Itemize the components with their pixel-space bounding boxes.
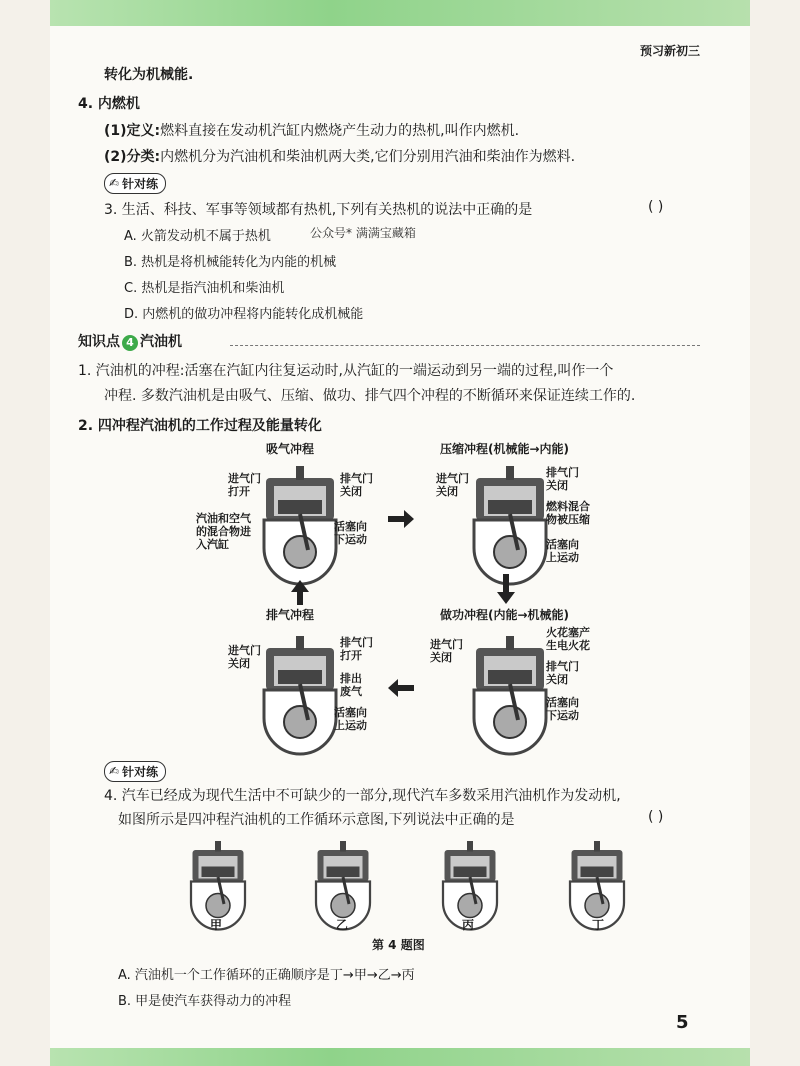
watermark-text: 公众号* 满满宝藏箱 [310, 226, 416, 240]
power-engine [474, 636, 546, 754]
definition-label: (1)定义: [104, 123, 161, 139]
figure-caption: 第 4 题图 [372, 938, 425, 952]
exhaust-valve-label: 排气门 打开 [340, 636, 373, 662]
kp-title: 汽油机 [140, 334, 182, 350]
power-title: 做功冲程(内能→机械能) [440, 608, 570, 622]
compression-piston-label: 活塞向 上运动 [546, 538, 579, 564]
q3-option-d: D. 内燃机的做功冲程将内能转化成机械能 [124, 307, 364, 322]
compression-fuel-label: 燃料混合 物被压缩 [546, 500, 590, 526]
classification-label: (2)分类: [104, 149, 161, 165]
compression-inlet-label: 进气门 关闭 [436, 472, 469, 498]
q3-option-c: C. 热机是指汽油机和柴油机 [124, 281, 285, 296]
engine-label-bing: 丙 [462, 918, 475, 932]
item1-line1: 1. 汽油机的冲程:活塞在汽缸内往复运动时,从汽缸的一端运动到另一端的过程,叫作一个 [78, 363, 614, 379]
item2-title: 2. 四冲程汽油机的工作过程及能量转化 [78, 418, 322, 434]
engine-label-yi: 乙 [336, 918, 349, 932]
intake-title: 吸气冲程 [266, 442, 315, 456]
compression-title: 压缩冲程(机械能→内能) [440, 442, 570, 456]
q4-bracket: ( ) [648, 809, 664, 825]
kp-prefix: 知识点 [78, 334, 120, 350]
engine-label-ding: 丁 [592, 918, 605, 932]
definition-text: 燃料直接在发动机汽缸内燃烧产生动力的热机,叫作内燃机. [160, 123, 520, 139]
q3-stem: 3. 生活、科技、军事等领域都有热机,下列有关热机的说法中正确的是 [104, 202, 533, 218]
practice-icon: ✍ [109, 176, 120, 190]
arrow-left [388, 679, 414, 697]
section-title: 4. 内燃机 [78, 96, 140, 112]
intake-piston-label: 活塞向 下运动 [334, 520, 367, 546]
intake-engine [264, 466, 336, 584]
exhaust-inlet-label: 进气门 关闭 [228, 644, 261, 670]
item1-line2: 冲程. 多数汽油机是由吸气、压缩、做功、排气四个冲程的不断循环来保证连续工作的. [104, 388, 636, 404]
exhaust-piston-label: 活塞向 上运动 [334, 706, 367, 732]
practice-label: 针对练 [122, 764, 159, 779]
practice-icon: ✍ [109, 764, 120, 778]
arrow-right [388, 510, 414, 528]
q4-stem-line2: 如图所示是四冲程汽油机的工作循环示意图,下列说法中正确的是 [118, 812, 515, 828]
q3-option-b: B. 热机是将机械能转化为内能的机械 [124, 255, 337, 270]
compression-engine [474, 466, 546, 584]
intake-inlet-label: 进气门 打开 [228, 472, 261, 498]
book-label: 预习新初三 [639, 44, 700, 58]
q3-option-a: A. 火箭发动机不属于热机 [124, 229, 271, 244]
q4-option-a: A. 汽油机一个工作循环的正确顺序是丁→甲→乙→丙 [118, 968, 415, 983]
power-spark-label: 火花塞产 生电火花 [546, 626, 590, 652]
exhaust-engine [264, 636, 336, 754]
intake-exhaust-label: 排气门 关闭 [340, 472, 373, 498]
power-inlet-label: 进气门 关闭 [430, 638, 463, 664]
q4-option-b: B. 甲是使汽车获得动力的冲程 [118, 994, 292, 1009]
power-piston-label: 活塞向 下运动 [546, 696, 579, 722]
power-exhaust-label: 排气门 关闭 [546, 660, 579, 686]
page-number: 5 [676, 1012, 689, 1033]
q4-stem-line1: 4. 汽车已经成为现代生活中不可缺少的一部分,现代汽车多数采用汽油机作为发动机, [104, 788, 621, 804]
classification-text: 内燃机分为汽油机和柴油机两大类,它们分别用汽油和柴油作为燃料. [160, 149, 576, 165]
practice-badge-2 [104, 760, 166, 782]
exhaust-title: 排气冲程 [266, 608, 315, 622]
intro-line: 转化为机械能. [104, 67, 194, 83]
practice-label: 针对练 [122, 176, 159, 191]
exhaust-gas-label: 排出 废气 [340, 672, 362, 698]
compression-exhaust-label: 排气门 关闭 [546, 466, 579, 492]
intake-mixture-label: 汽油和空气 的混合物进 入汽缸 [196, 512, 251, 551]
engine-label-jia: 甲 [210, 918, 223, 932]
q3-bracket: ( ) [648, 199, 664, 215]
kp-number: 4 [122, 335, 138, 351]
